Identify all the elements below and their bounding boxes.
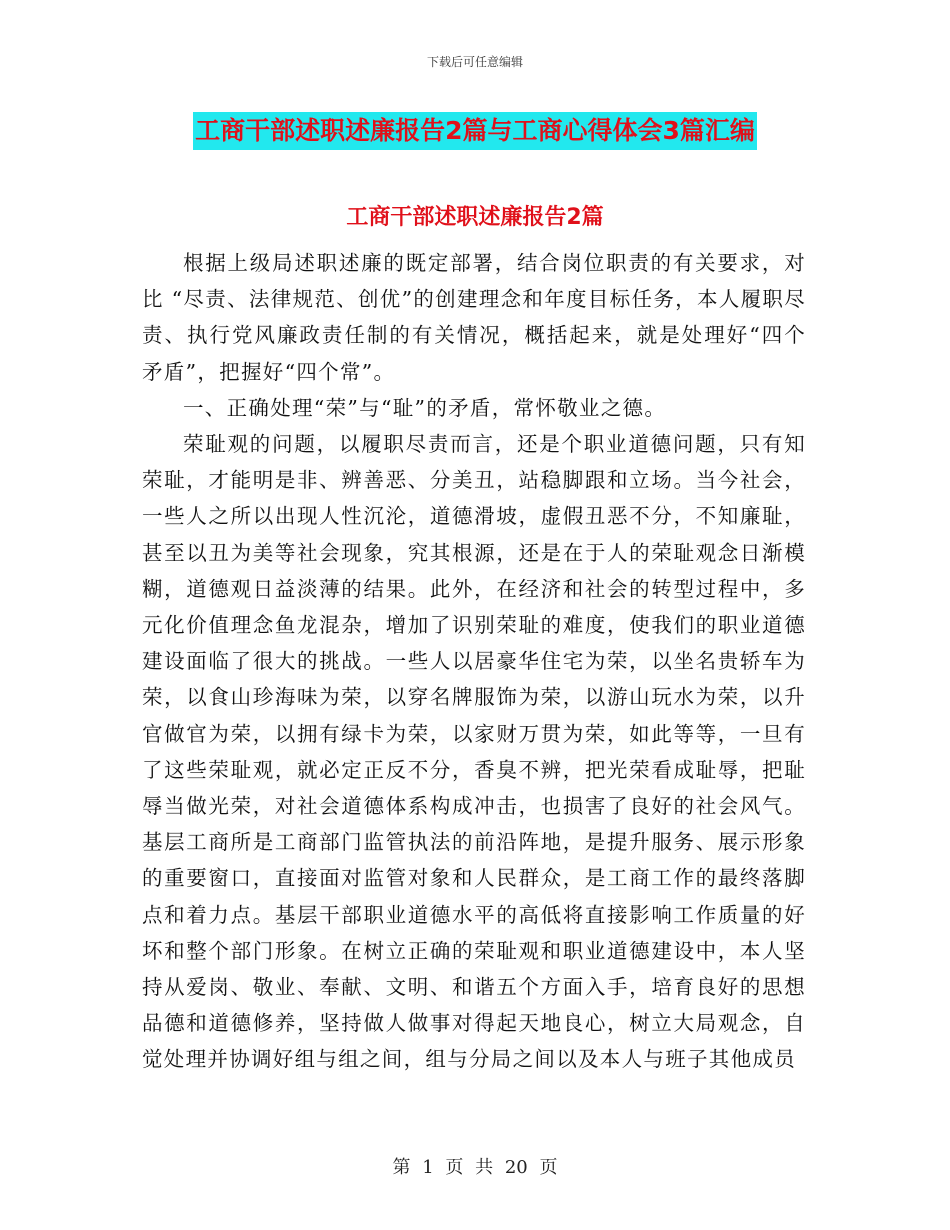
section-title: 工商干部述职述廉报告2篇 <box>346 205 604 230</box>
document-title: 工商干部述职述廉报告2篇与工商心得体会3篇汇编 <box>193 112 757 150</box>
paragraph-intro: 根据上级局述职述廉的既定部署，结合岗位职责的有关要求，对比 “尽责、法律规范、创优”的创建理念和年度目标任务，本人履职尽责、执行党风廉政责任制的有关情况，概括起来，就是处理好“四个矛盾”，把握好“四个常”。 <box>142 251 806 384</box>
body-text <box>142 245 806 1078</box>
document-title-container <box>0 112 950 150</box>
page-footer: 第 1 页 共 20 页 <box>392 1157 558 1178</box>
paragraph-heading-1: 一、正确处理“荣”与“耻”的矛盾，常怀敬业之德。 <box>183 395 667 420</box>
paragraph-body-1: 荣耻观的问题，以履职尽责而言，还是个职业道德问题，只有知荣耻，才能明是非、辨善恶、分美丑，站稳脚跟和立场。当今社会，一些人之所以出现人性沉沦，道德滑坡，虚假丑恶不分，不知廉耻，甚至以丑为美等社会现象，究其根源，还是在于人的荣耻观念日渐模糊，道德观日益淡薄的结果。此外，在经济和社会的转型过程中，多元化价值理念鱼龙混杂，增加了识别荣耻的难度，使我们的职业道德建设面临了很大的挑战。一些人以居豪华住宅为荣，以坐名贵轿车为荣，以食山珍海味为荣，以穿名牌服饰为荣，以游山玩水为荣，以升官做官为荣，以拥有绿卡为荣，以家财万贯为荣，如此等等，一旦有了这些荣耻观，就必定正反不分，香臭不辨，把光荣看成耻辱，把耻辱当做光荣，对社会道德体系构成冲击，也损害了良好的社会风气。基层工商所是工商部门监管执法的前沿阵地，是提升服务、展示形象的重要窗口，直接面对监管对象和人民群众，是工商工作的最终落脚点和着力点。基层干部职业道德水平的高低将直接影响工作质量的好坏和整个部门形象。在树立正确的荣耻观和职业道德建设中，本人坚持从爱岗、敬业、奉献、文明、和谐五个方面入手，培育良好的思想品德和道德修养，坚持做人做事对得起天地良心，树立大局观念，自觉处理并协调好组与组之间，组与分局之间以及本人与班子其他成员 <box>142 432 806 1072</box>
header-note: 下载后可任意编辑 <box>426 55 523 69</box>
